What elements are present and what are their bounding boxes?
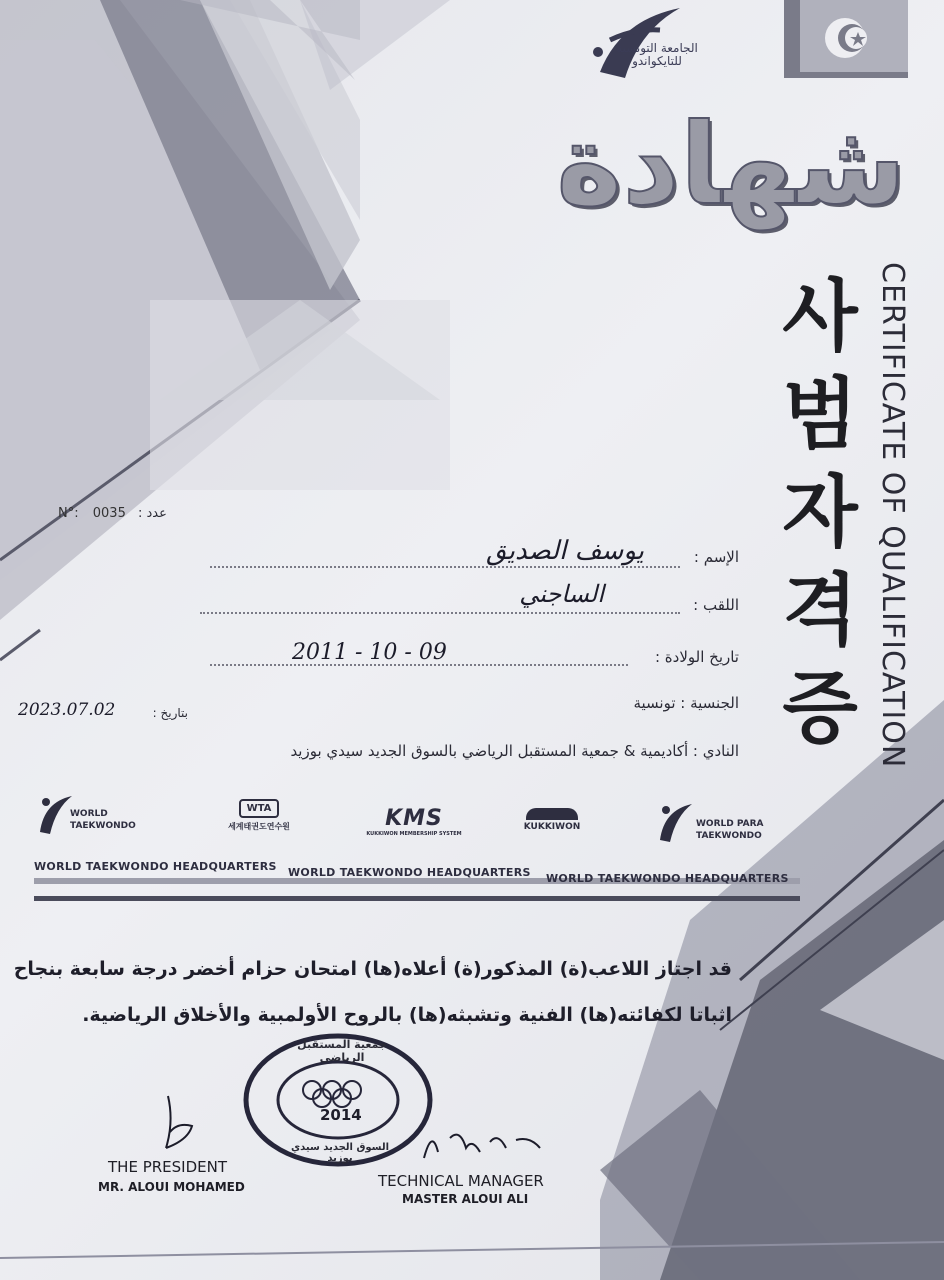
technical-manager-name: MASTER ALOUI ALI (402, 1192, 529, 1206)
name-line (210, 566, 680, 568)
korean-char: 자 (782, 468, 858, 558)
wta-logo (214, 796, 304, 842)
kms-mark: KMS (385, 806, 443, 831)
surname-label: اللقب : (693, 596, 739, 614)
technical-manager-title: TECHNICAL MANAGER (378, 1172, 544, 1190)
logo-label: WORLD PARA TAEKWONDO (696, 819, 764, 841)
surname-value: الساجني (519, 580, 604, 608)
stamp-year: 2014 (320, 1106, 362, 1124)
world-taekwondo-logo (36, 792, 176, 840)
name-value: يوسف الصديق (486, 536, 644, 566)
logo-label: WORLD TAEKWONDO (70, 809, 136, 831)
korean-char: 격 (782, 566, 858, 656)
technical-manager-signature (420, 1118, 550, 1168)
club-stamp (242, 1030, 434, 1170)
body-line-2: اثباتا لكفائته(ها) الفنية وتشبثه(ها) بالروح الأولمبية والأخلاق الرياضية. (82, 1004, 732, 1026)
name-label: الإسم : (693, 548, 739, 566)
president-name: MR. ALOUI MOHAMED (98, 1180, 245, 1194)
number-value: 0035 (92, 506, 126, 521)
stamp-bottom-text: السوق الجديد سيدي بوزيد (290, 1142, 390, 1164)
kukkiwon-logo (522, 808, 582, 842)
kms-logo (366, 806, 462, 842)
kukkiwon-label: KUKKIWON (523, 822, 581, 832)
hq-text: WORLD TAEKWONDO HEADQUARTERS (288, 866, 531, 879)
stamp-top-text: جمعية المستقبل الرياضي (297, 1038, 387, 1064)
korean-char: 증 (782, 664, 858, 754)
tunisia-flag-icon (784, 0, 908, 78)
english-title: CERTIFICATE OF QUALIFICATION (875, 262, 910, 769)
birth-date-value: 2011 - 10 - 09 (292, 640, 447, 665)
nationality: الجنسية : تونسية (633, 694, 739, 712)
number-label-ar: : عدد (137, 506, 167, 521)
korean-char: 범 (782, 370, 858, 460)
number-label: N°: (58, 506, 79, 521)
hq-text: WORLD TAEKWONDO HEADQUARTERS (34, 860, 277, 873)
arabic-title: شهادة (556, 100, 906, 230)
world-para-taekwondo-logo (656, 800, 806, 848)
issue-date-label: بتاريخ : (152, 706, 188, 720)
kms-sub: KUKKIWON MEMBERSHIP SYSTEM (366, 831, 462, 837)
club: النادي : أكاديمية & جمعية المستقبل الرياضي بالسوق الجديد سيدي بوزيد (290, 742, 739, 760)
federation-name: الجامعة التونسية للتايكواندو (616, 41, 698, 68)
issue-date-value: 2023.07.02 (18, 700, 116, 720)
birth-date-label: تاريخ الولادة : (654, 648, 739, 666)
president-title: THE PRESIDENT (108, 1158, 227, 1176)
hq-text: WORLD TAEKWONDO HEADQUARTERS (546, 872, 789, 885)
wta-sub: 세계태권도연수원 (228, 822, 290, 831)
para-taekwondo-figure-icon (656, 800, 696, 844)
wta-mark: WTA (239, 799, 280, 818)
president-signature (148, 1092, 208, 1152)
korean-char: 사 (782, 272, 858, 362)
kukkiwon-roof-icon (526, 808, 578, 820)
body-line-1: قد اجتاز اللاعب(ة) المذكور(ة) أعلاه(ها) امتحان حزام أخضر درجة سابعة بنجاح (13, 958, 732, 980)
certificate-number (58, 506, 167, 521)
surname-line (200, 612, 680, 614)
